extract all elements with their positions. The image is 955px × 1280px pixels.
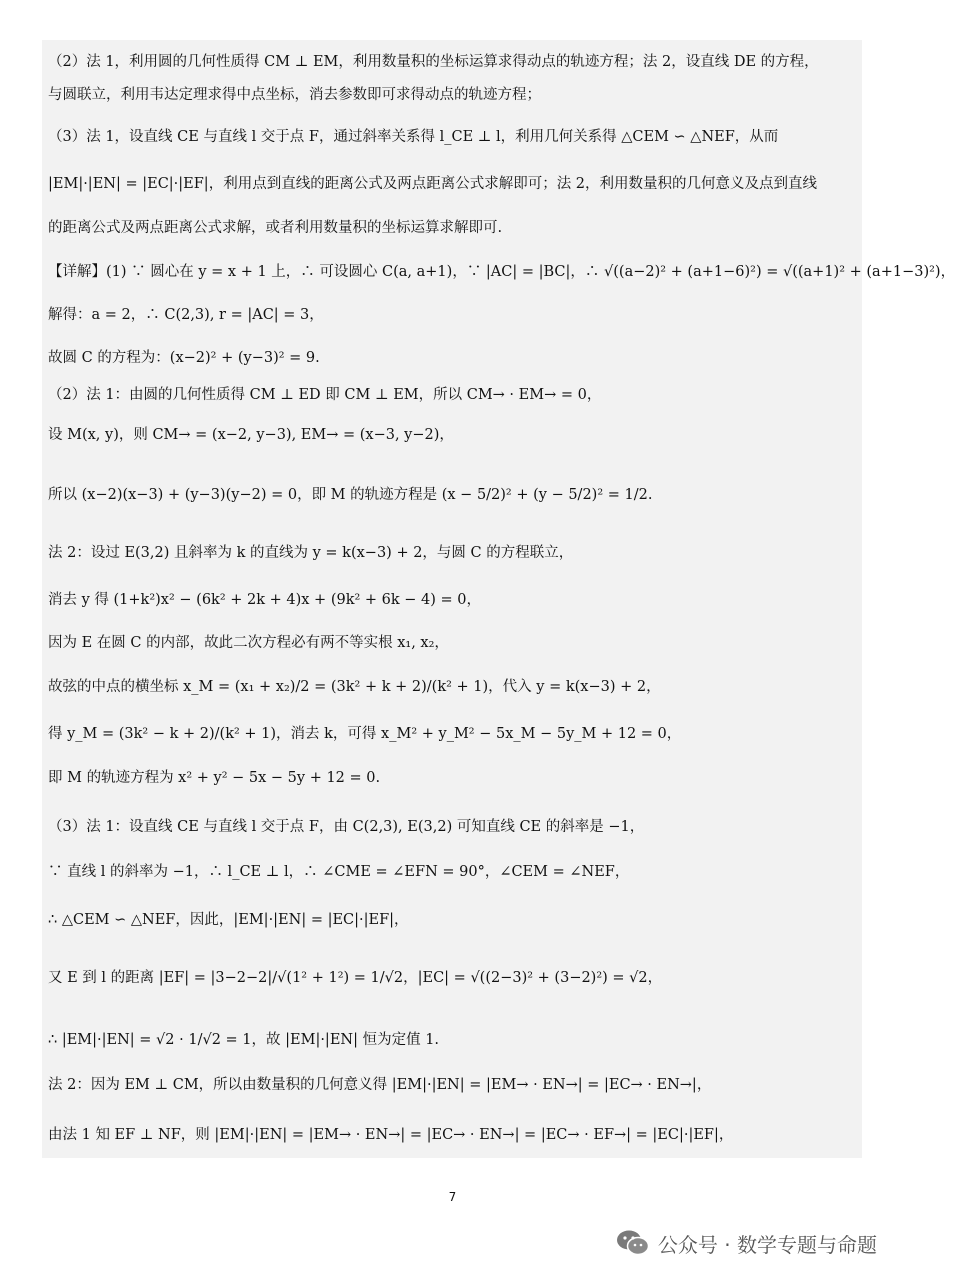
text-line: （2）法 1，利用圆的几何性质得 CM ⊥ EM，利用数量积的坐标运算求得动点的轨迹方程；法 2，设直线 DE 的方程， [48, 54, 819, 70]
text-line: 因为 E 在圆 C 的内部，故此二次方程必有两不等实根 x₁, x₂， [48, 635, 449, 651]
text-line: 法 2：设过 E(3,2) 且斜率为 k 的直线为 y = k(x−3) + 2，与圆 C 的方程联立， [48, 545, 574, 561]
text-line: 消去 y 得 (1+k²)x² − (6k² + 2k + 4)x + (9k² + 6k − 4) = 0， [48, 592, 482, 608]
text-line: 与圆联立，利用韦达定理求得中点坐标，消去参数即可求得动点的轨迹方程； [48, 87, 541, 103]
text-line: 故弦的中点的横坐标 x_M = (x₁ + x₂)/2 = (3k² + k + 2)/(k² + 1)，代入 y = k(x−3) + 2， [48, 679, 661, 695]
text-line: （3）法 1：设直线 CE 与直线 l 交于点 F，由 C(2,3), E(3,2) 可知直线 CE 的斜率是 −1， [48, 819, 645, 835]
wechat-icon [616, 1229, 650, 1257]
text-line: 得 y_M = (3k² − k + 2)/(k² + 1)，消去 k，可得 x_M² + y_M² − 5x_M − 5y_M + 12 = 0， [48, 726, 682, 742]
text-line: 又 E 到 l 的距离 |EF| = |3−2−2|/√(1² + 1²) = 1/√2，|EC| = √((2−3)² + (3−2)²) = √2， [48, 970, 663, 986]
text-line: 设 M(x, y)，则 CM→ = (x−2, y−3), EM→ = (x−3, y−2)， [48, 427, 454, 443]
text-line: 所以 (x−2)(x−3) + (y−3)(y−2) = 0，即 M 的轨迹方程是 (x − 5/2)² + (y − 5/2)² = 1/2. [48, 487, 653, 503]
text-line: （3）法 1，设直线 CE 与直线 l 交于点 F，通过斜率关系得 l_CE ⊥ l，利用几何关系得 △CEM ∽ △NEF，从而 [48, 129, 779, 145]
text-line: 故圆 C 的方程为：(x−2)² + (y−3)² = 9. [48, 350, 320, 366]
text-line: 解得：a = 2，∴ C(2,3), r = |AC| = 3， [48, 307, 324, 323]
page-number: 7 [448, 1190, 457, 1204]
watermark-text: 公众号 · 数学专题与命题 [657, 1232, 877, 1257]
text-line: 由法 1 知 EF ⊥ NF，则 |EM|·|EN| = |EM→ · EN→| = |EC→ · EN→| = |EC→ · EF→| = |EC|·|EF|， [48, 1127, 734, 1143]
text-line: ∴ |EM|·|EN| = √2 · 1/√2 = 1，故 |EM|·|EN| 恒为定值 1. [48, 1032, 440, 1048]
text-line: 法 2：因为 EM ⊥ CM，所以由数量积的几何意义得 |EM|·|EN| = |EM→ · EN→| = |EC→ · EN→|， [48, 1077, 712, 1093]
watermark [616, 1228, 877, 1258]
text-line: （2）法 1：由圆的几何性质得 CM ⊥ ED 即 CM ⊥ EM，所以 CM→ · EM→ = 0， [48, 387, 602, 403]
text-line: |EM|·|EN| = |EC|·|EF|，利用点到直线的距离公式及两点距离公式求解即可；法 2，利用数量积的几何意义及点到直线 [48, 176, 818, 192]
text-line: 即 M 的轨迹方程为 x² + y² − 5x − 5y + 12 = 0. [48, 770, 381, 786]
text-line: 的距离公式及两点距离公式求解，或者利用数量积的坐标运算求解即可. [48, 220, 503, 236]
text-line: 【详解】(1) ∵ 圆心在 y = x + 1 上，∴ 可设圆心 C(a, a+1)，∵ |AC| = |BC|，∴ √((a−2)² + (a+1−6)²) = √((a+1)² + (a+1−3)²)， [48, 264, 955, 280]
text-line: ∴ △CEM ∽ △NEF，因此，|EM|·|EN| = |EC|·|EF|， [48, 912, 409, 928]
text-line: ∵ 直线 l 的斜率为 −1，∴ l_CE ⊥ l，∴ ∠CME = ∠EFN = 90°，∠CEM = ∠NEF， [48, 864, 630, 880]
